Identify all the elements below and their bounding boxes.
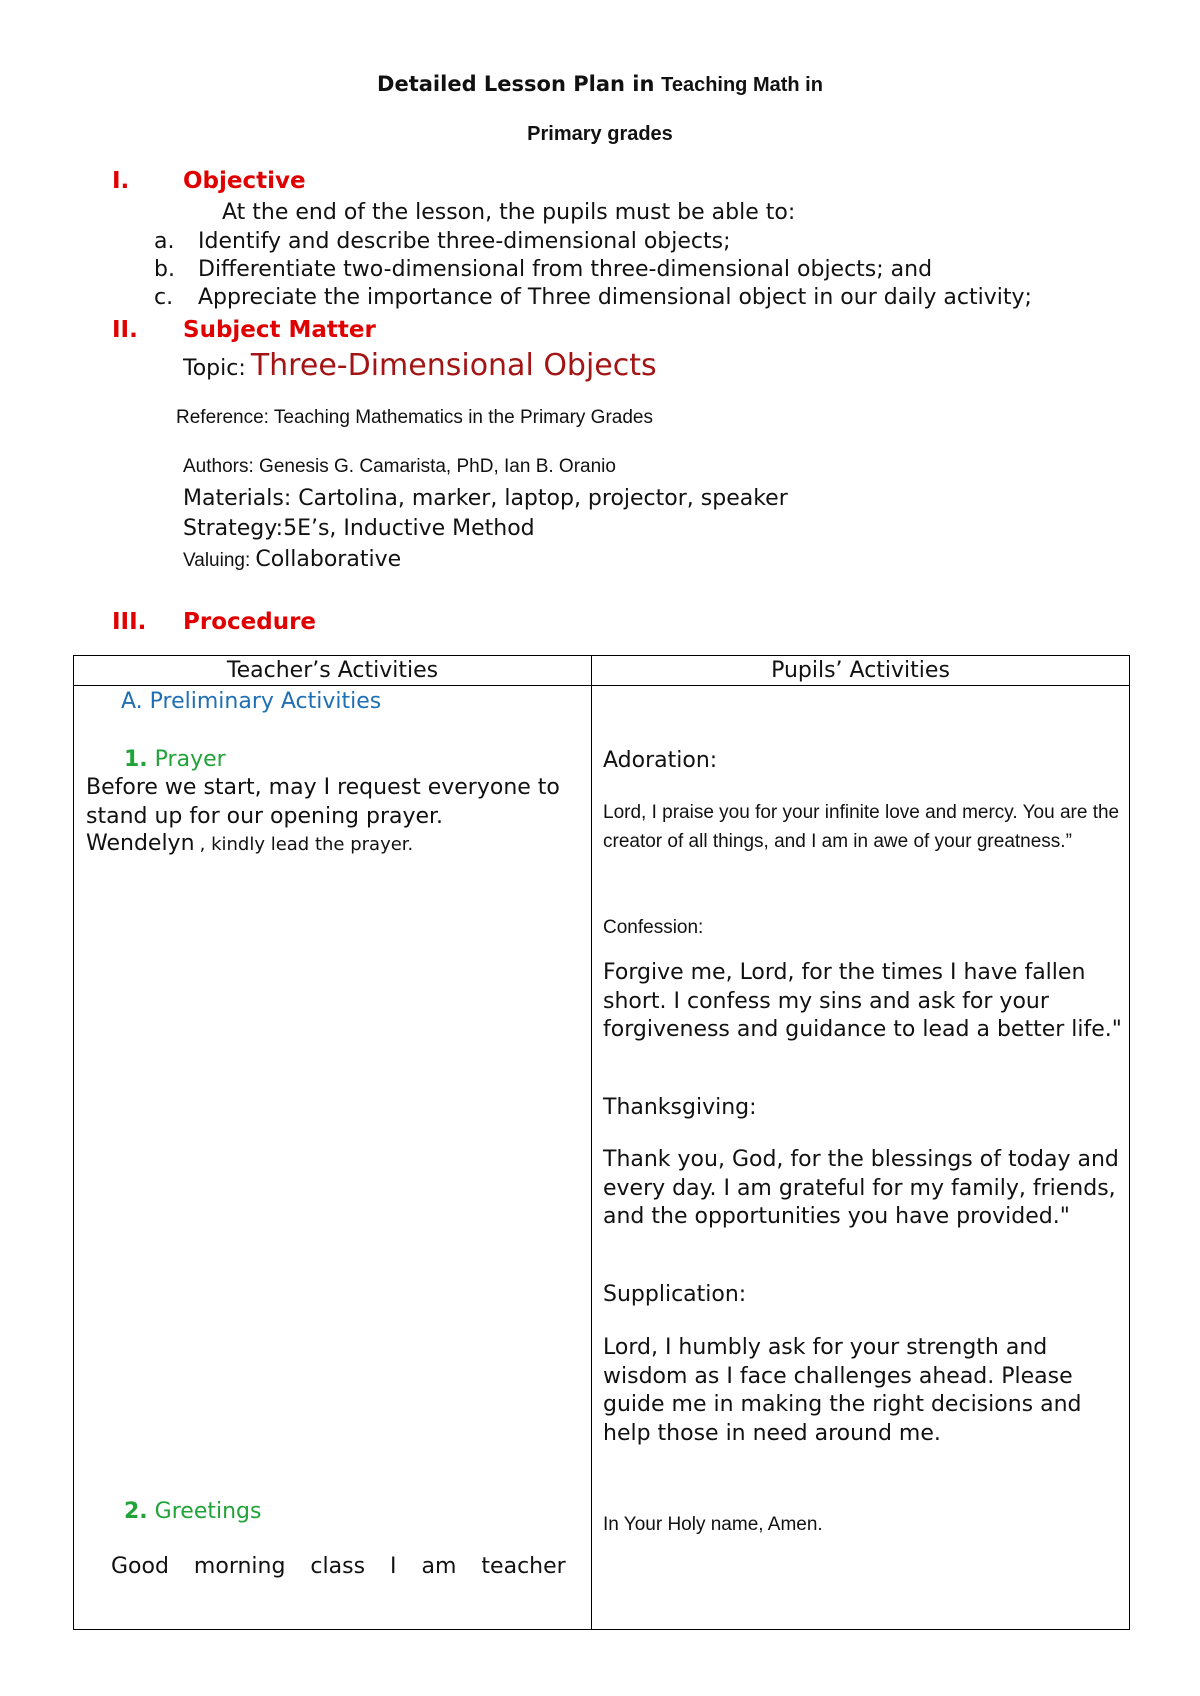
objective-heading: Objective	[183, 168, 306, 194]
greetings-label: Greetings	[154, 1499, 262, 1524]
thanksgiving-label: Thanksgiving:	[603, 1095, 757, 1120]
objective-intro: At the end of the lesson, the pupils must be able to:	[222, 200, 796, 225]
document-title	[0, 72, 1200, 97]
topic-label: Topic:	[183, 356, 246, 381]
title-bold: Detailed Lesson Plan in	[377, 72, 655, 96]
subject-heading: Subject Matter	[183, 317, 376, 343]
adoration-label: Adoration:	[603, 748, 718, 773]
supplication-text: Lord, I humbly ask for your strength and wisdom as I face challenges ahead. Please guide me in making the right decisions and help those in need around me.	[603, 1335, 1082, 1446]
procedure-table	[73, 655, 1130, 1630]
objective-item-letter: c.	[154, 285, 174, 310]
confession-label: Confession:	[603, 917, 704, 938]
thanksgiving-text: Thank you, God, for the blessings of today and every day. I am grateful for my family, friends, and the opportunities you have provided."	[603, 1147, 1119, 1229]
valuing-line	[183, 547, 401, 572]
prayer-heading	[124, 747, 226, 772]
procedure-heading: Procedure	[183, 609, 317, 635]
valuing-value: Collaborative	[255, 547, 402, 572]
prayer-leader-name: Wendelyn	[86, 831, 195, 856]
table-row	[74, 686, 1130, 1630]
prayer-label: Prayer	[154, 747, 226, 772]
prayer-number: 1.	[124, 747, 148, 772]
prayer-leader-line	[86, 831, 413, 856]
materials: Materials: Cartolina, marker, laptop, projector, speaker	[183, 486, 788, 511]
teacher-cell	[74, 686, 592, 1630]
greetings-heading	[124, 1499, 261, 1524]
objective-numeral: I.	[112, 168, 130, 194]
preliminary-activities-heading: A. Preliminary Activities	[121, 689, 382, 714]
objective-item-letter: a.	[154, 229, 175, 254]
greeting-text: Good morning class I am teacher	[111, 1554, 566, 1579]
valuing-label: Valuing:	[183, 550, 251, 571]
confession-text: Forgive me, Lord, for the times I have fallen short. I confess my sins and ask for your forgiveness and guidance to lead a better life."	[603, 960, 1122, 1042]
objective-item-text: Differentiate two-dimensional from three-dimensional objects; and	[198, 257, 933, 282]
title-rest: Teaching Math in	[661, 74, 823, 96]
table-header-row	[74, 656, 1130, 686]
adoration-text: Lord, I praise you for your infinite love and mercy. You are the creator of all things, and I am in awe of your greatness.”	[603, 802, 1120, 852]
topic-line	[183, 348, 657, 383]
topic-value: Three-Dimensional Objects	[250, 348, 657, 383]
closing-prayer: In Your Holy name, Amen.	[603, 1514, 823, 1535]
teacher-column-header: Teacher’s Activities	[74, 656, 592, 686]
greetings-number: 2.	[124, 1499, 148, 1524]
subject-numeral: II.	[112, 317, 138, 343]
pupils-column-header: Pupils’ Activities	[592, 656, 1130, 686]
procedure-numeral: III.	[112, 609, 147, 635]
document-subtitle: Primary grades	[527, 123, 673, 145]
supplication-label: Supplication:	[603, 1282, 747, 1307]
strategy: Strategy:5E’s, Inductive Method	[183, 516, 535, 541]
pupils-cell	[592, 686, 1130, 1630]
objective-item-letter: b.	[154, 257, 175, 282]
prayer-request-text: Before we start, may I request everyone to stand up for our opening prayer.	[86, 775, 560, 829]
objective-item-text: Appreciate the importance of Three dimensional object in our daily activity;	[198, 285, 1032, 310]
reference: Reference: Teaching Mathematics in the Primary Grades	[176, 407, 653, 428]
prayer-leader-instruction: , kindly lead the prayer.	[199, 834, 414, 855]
objective-item-text: Identify and describe three-dimensional objects;	[198, 229, 731, 254]
authors: Authors: Genesis G. Camarista, PhD, Ian B. Oranio	[183, 456, 616, 477]
